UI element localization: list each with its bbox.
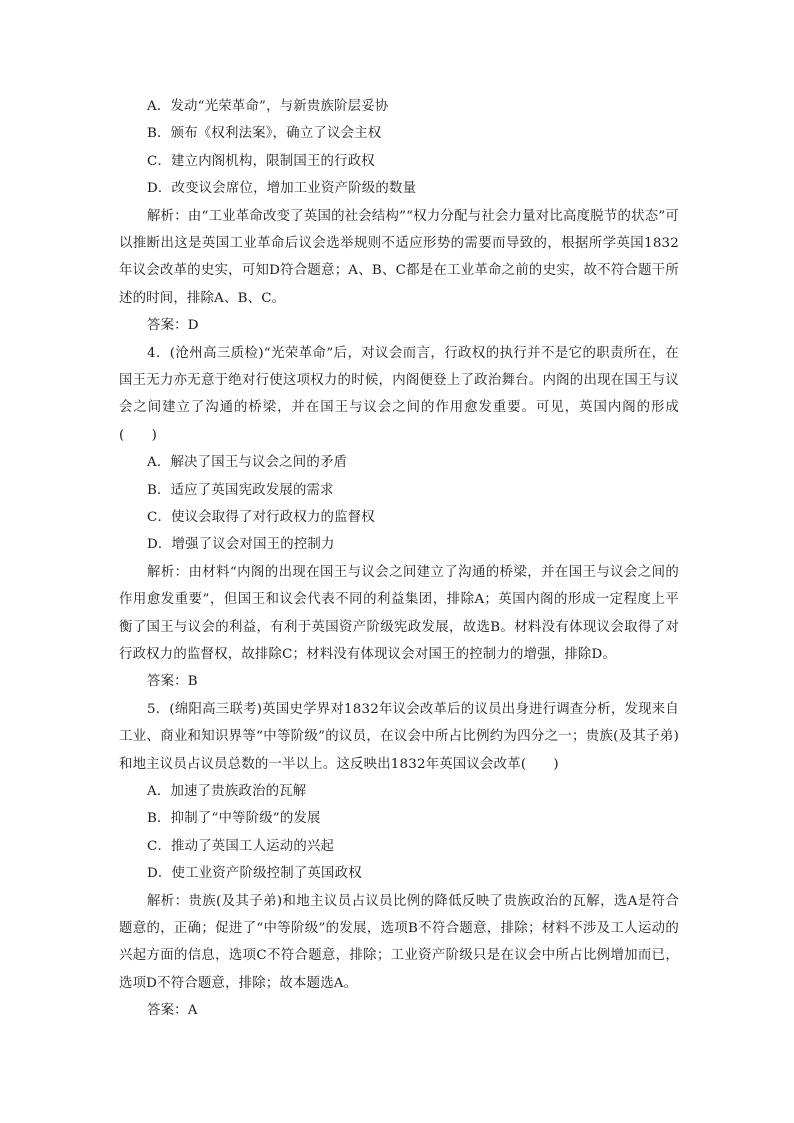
q5-analysis: 解析：贵族(及其子弟)和地主议员占议员比例的降低反映了贵族政治的瓦解，选A是符合题意的，正确；促进了“中等阶级”的发展，选项B不符合题意，排除；材料不涉及工人运动的兴起方面的信息，选项C不符合题意，排除；工业资产阶级只是在议会中所占比例增加而已，选项D不符合题意，排除；故本题选A。: [119, 893, 679, 991]
q3-analysis: 解析：由“工业革命改变了英国的社会结构”“权力分配与社会力量对比高度脱节的状态”可以推断出这是英国工业革命后议会选举规则不适应形势的需要而导致的，根据所学英国1832年议会改革的史实，可知D符合题意；A、B、C都是在工业革命之前的史实，故不符合题干所述的时间，排除A、B、C。: [119, 208, 679, 306]
q4-option-c: C．使议会取得了对行政权力的监督权: [147, 509, 375, 525]
q5-options: [119, 778, 679, 888]
q4-option-a: A．解决了国王与议会之间的矛盾: [147, 455, 348, 471]
q4-stem: 4．(沧州高三质检)“光荣革命”后，对议会而言，行政权的执行并不是它的职责所在，在国王无力亦无意于绝对行使这项权力的时候，内阁便登上了政治舞台。内阁的出现在国王与议会之间建立了沟通的桥梁，并在国王与议会之间的作用愈发重要。可见，英国内阁的形成( ): [119, 345, 679, 443]
document-page: [119, 93, 679, 1025]
q4-option-b: B．适应了英国宪政发展的需求: [147, 482, 334, 498]
q3-options: [119, 93, 679, 203]
q3-option-c: C．建立内阁机构，限制国王的行政权: [147, 153, 375, 169]
q3-answer: 答案：D: [147, 318, 199, 334]
q3-option-a: A．发动“光荣革命”，与新贵族阶层妥协: [147, 99, 389, 114]
q4-analysis: 解析：由材料“内阁的出现在国王与议会之间建立了沟通的桥梁，并在国王与议会之间的作用愈发重要”，但国王和议会代表不同的利益集团，排除A；英国内阁的形成一定程度上平衡了国王与议会的利益，有利于英国资产阶级宪政发展，故选B。材料没有体现议会取得了对行政权力的监督权，故排除C；材料没有体现议会对国王的控制力的增强，排除D。: [119, 564, 679, 662]
q3-option-b: B．颁布《权利法案》，确立了议会主权: [147, 126, 382, 142]
q5-stem: 5．(绵阳高三联考)英国史学界对1832年议会改革后的议员出身进行调查分析，发现来自工业、商业和知识界等“中等阶级”的议员，在议会中所占比例约为四分之一；贵族(及其子弟)和地主议员占议员总数的一半以上。这反映出1832年英国议会改革( ): [119, 701, 679, 772]
q4-answer: 答案：B: [147, 674, 198, 690]
q5-option-c: C．推动了英国工人运动的兴起: [147, 838, 335, 854]
q4-options: [119, 449, 679, 559]
q5-option-b: B．抑制了“中等阶级”的发展: [147, 811, 321, 827]
q3-option-d: D．改变议会席位，增加工业资产阶级的数量: [147, 181, 417, 197]
q4-option-d: D．增强了议会对国王的控制力: [147, 537, 335, 553]
q5-option-d: D．使工业资产阶级控制了英国政权: [147, 866, 362, 882]
q5-answer: 答案：A: [147, 1003, 198, 1019]
q5-option-a: A．加速了贵族政治的瓦解: [147, 784, 307, 799]
